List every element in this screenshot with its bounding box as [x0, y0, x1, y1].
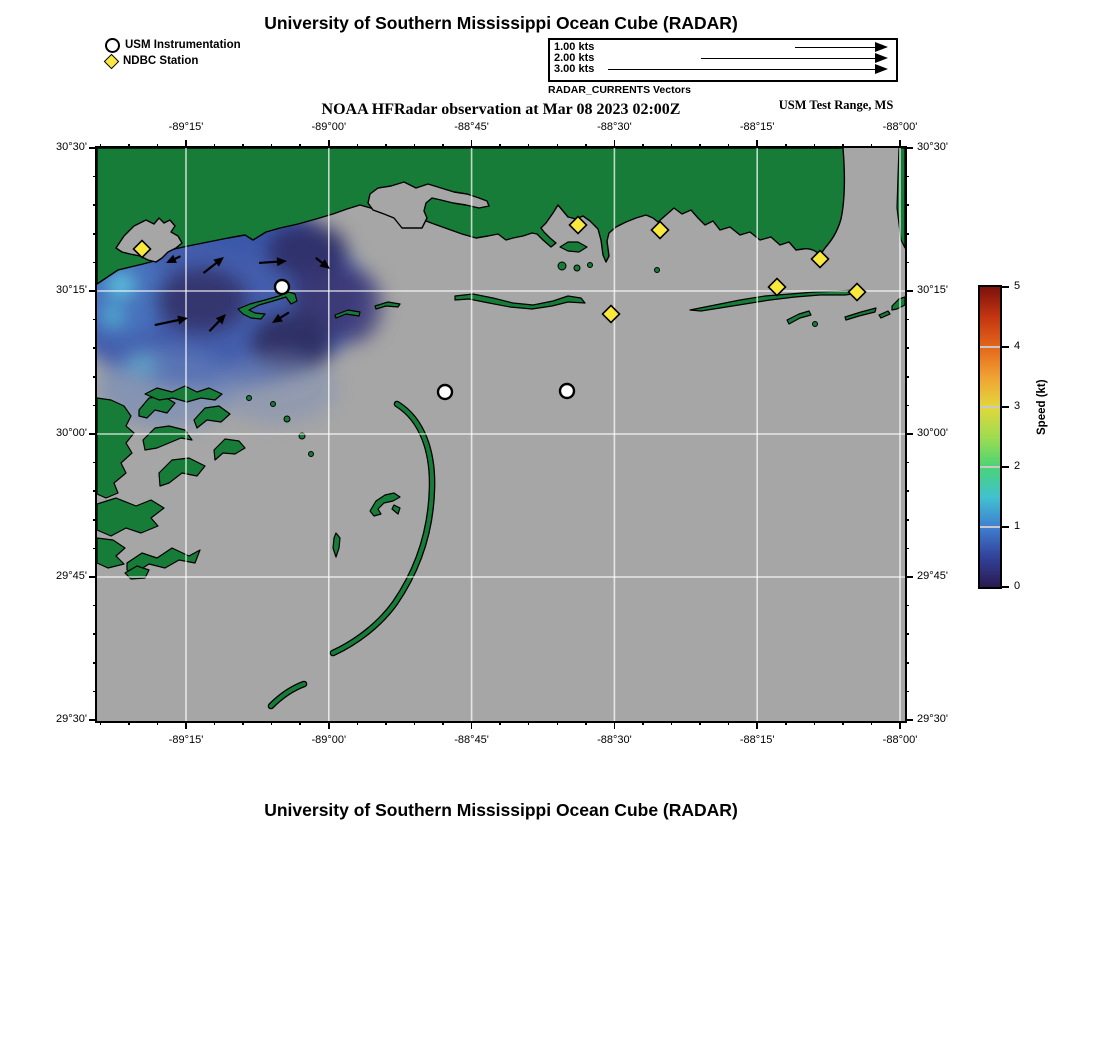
- x-axis-label-bottom: -89°15': [168, 734, 204, 746]
- y-axis-label-left: 29°45': [56, 570, 87, 582]
- axis-tick: [214, 721, 216, 725]
- axis-tick: [89, 576, 97, 578]
- vector-scale-arrowhead: [875, 64, 888, 74]
- island: [560, 242, 587, 252]
- ndbc-station-marker: [652, 222, 669, 239]
- island: [214, 439, 245, 460]
- x-axis-label-top: -88°00': [882, 121, 918, 133]
- y-axis-label-right: 29°30': [917, 713, 948, 725]
- x-axis-label-bottom: -88°15': [739, 734, 775, 746]
- axis-tick: [905, 290, 913, 292]
- axis-tick: [499, 144, 501, 148]
- axis-tick: [642, 144, 644, 148]
- axis-tick: [471, 721, 473, 729]
- colorbar-tick-label: 1: [1014, 520, 1021, 532]
- axis-tick: [89, 719, 97, 721]
- colorbar-tick-label: 3: [1014, 400, 1021, 412]
- axis-tick: [814, 144, 816, 148]
- x-axis-label-top: -89°00': [311, 121, 347, 133]
- island: [892, 297, 905, 310]
- x-axis-label-bottom: -88°45': [454, 734, 489, 746]
- x-axis-label-bottom: -89°00': [311, 734, 347, 746]
- axis-tick: [557, 721, 559, 725]
- axis-tick: [157, 721, 159, 725]
- y-axis-label-left: 30°15': [56, 284, 87, 296]
- axis-tick: [905, 433, 913, 435]
- axis-tick: [499, 721, 501, 725]
- axis-tick: [785, 144, 787, 148]
- axis-tick: [357, 721, 359, 725]
- y-axis-label-left: 30°30': [56, 141, 87, 153]
- islet-dot: [588, 263, 593, 268]
- axis-tick: [614, 140, 616, 148]
- axis-tick: [905, 462, 909, 464]
- figure-title-top: University of Southern Mississippi Ocean Cube (RADAR): [264, 13, 738, 33]
- axis-tick: [871, 144, 873, 148]
- axis-tick: [299, 144, 301, 148]
- axis-tick: [128, 144, 130, 148]
- mainland-coast: [97, 148, 844, 284]
- island: [455, 294, 585, 309]
- x-axis-label-top: -89°15': [168, 121, 204, 133]
- axis-tick: [93, 176, 97, 178]
- axis-tick: [93, 605, 97, 607]
- test-range-label: USM Test Range, MS: [778, 98, 894, 112]
- axis-tick: [93, 691, 97, 693]
- axis-tick: [93, 633, 97, 635]
- figure-title-bottom: University of Southern Mississippi Ocean Cube (RADAR): [264, 800, 738, 820]
- ndbc-station-marker: [812, 251, 829, 268]
- observation-subtitle: NOAA HFRadar observation at Mar 08 2023 02:00Z: [321, 101, 681, 118]
- axis-tick: [699, 721, 701, 725]
- vector-scale-shaft: [608, 69, 877, 70]
- axis-tick: [271, 721, 273, 725]
- axis-tick: [899, 140, 901, 148]
- axis-tick: [842, 144, 844, 148]
- usm-station-marker: [438, 385, 452, 399]
- colorbar-tick: [1002, 406, 1009, 408]
- colorbar-tick-label: 2: [1014, 460, 1021, 472]
- legend-item-ndbc: [105, 53, 241, 69]
- ndbc-station-marker: [769, 279, 786, 296]
- island: [238, 292, 297, 319]
- current-vector-shaft: [155, 319, 182, 325]
- axis-tick: [585, 721, 587, 725]
- colorbar-tick: [1002, 586, 1009, 588]
- axis-tick: [728, 144, 730, 148]
- axis-tick: [905, 576, 913, 578]
- usm-circle-icon: [105, 38, 120, 53]
- axis-tick: [471, 140, 473, 148]
- vector-scale-caption: RADAR_CURRENTS Vectors: [548, 84, 691, 96]
- axis-tick: [414, 721, 416, 725]
- axis-tick: [528, 144, 530, 148]
- island-arc: [333, 404, 432, 653]
- axis-tick: [89, 290, 97, 292]
- axis-tick: [93, 490, 97, 492]
- island: [787, 311, 811, 324]
- island: [897, 148, 905, 248]
- axis-tick: [299, 721, 301, 725]
- island: [97, 498, 164, 536]
- axis-tick: [905, 490, 909, 492]
- axis-tick: [905, 233, 909, 235]
- axis-tick: [557, 144, 559, 148]
- x-axis-label-top: -88°45': [454, 121, 489, 133]
- colorbar: [978, 285, 1002, 589]
- axis-tick: [93, 662, 97, 664]
- axis-tick: [157, 144, 159, 148]
- ndbc-diamond-icon: [104, 53, 120, 69]
- axis-tick: [756, 140, 758, 148]
- legend-usm-label: USM Instrumentation: [125, 39, 241, 51]
- x-axis-label-top: -88°15': [739, 121, 775, 133]
- usm-station-marker: [560, 384, 574, 398]
- vector-scale-arrowhead: [875, 53, 888, 63]
- island: [375, 302, 400, 309]
- axis-tick: [328, 140, 330, 148]
- island: [159, 458, 205, 486]
- vector-scale-arrowhead: [875, 42, 888, 52]
- axis-tick: [905, 176, 909, 178]
- axis-tick: [905, 605, 909, 607]
- islet-dot: [247, 396, 252, 401]
- axis-tick: [93, 319, 97, 321]
- vector-scale-label: 3.00 kts: [554, 63, 595, 75]
- vector-scale-label: 2.00 kts: [554, 52, 595, 64]
- island: [194, 406, 230, 428]
- axis-tick: [93, 376, 97, 378]
- y-axis-label-left: 30°00': [56, 427, 87, 439]
- axis-tick: [671, 721, 673, 725]
- colorbar-tick-label: 5: [1014, 280, 1021, 292]
- axis-tick: [614, 721, 616, 729]
- island: [145, 386, 222, 402]
- axis-tick: [385, 721, 387, 725]
- axis-tick: [93, 347, 97, 349]
- islet-dot: [655, 268, 660, 273]
- axis-tick: [242, 144, 244, 148]
- colorbar-tick: [1002, 526, 1009, 528]
- axis-tick: [905, 204, 909, 206]
- axis-tick: [899, 721, 901, 729]
- islet-dot: [574, 265, 580, 271]
- map-svg: [97, 148, 905, 721]
- axis-tick: [905, 405, 909, 407]
- axis-tick: [214, 144, 216, 148]
- islet-dot: [309, 452, 314, 457]
- axis-tick: [905, 347, 909, 349]
- axis-tick: [93, 548, 97, 550]
- island: [879, 311, 890, 318]
- current-vector-head: [277, 257, 287, 266]
- axis-tick: [185, 721, 187, 729]
- x-axis-label-bottom: -88°00': [882, 734, 918, 746]
- axis-tick: [585, 144, 587, 148]
- axis-tick: [785, 721, 787, 725]
- axis-tick: [385, 144, 387, 148]
- y-axis-label-right: 30°00': [917, 427, 948, 439]
- axis-tick: [905, 662, 909, 664]
- axis-tick: [442, 721, 444, 725]
- axis-tick: [728, 721, 730, 725]
- vector-scale-shaft: [701, 58, 876, 59]
- colorbar-tick: [1002, 466, 1009, 468]
- axis-tick: [842, 721, 844, 725]
- axis-tick: [905, 319, 909, 321]
- axis-tick: [905, 147, 913, 149]
- axis-tick: [756, 721, 758, 729]
- axis-tick: [905, 262, 909, 264]
- axis-tick: [442, 144, 444, 148]
- y-axis-label-right: 29°45': [917, 570, 948, 582]
- island: [392, 505, 400, 514]
- axis-tick: [89, 147, 97, 149]
- vector-scale-box: [548, 38, 898, 82]
- ndbc-station-marker: [603, 306, 620, 323]
- axis-tick: [699, 144, 701, 148]
- ndbc-station-marker: [570, 217, 587, 234]
- axis-tick: [671, 144, 673, 148]
- axis-tick: [185, 140, 187, 148]
- island: [97, 398, 134, 498]
- axis-tick: [93, 262, 97, 264]
- ndbc-station-marker: [849, 284, 866, 301]
- legend-ndbc-label: NDBC Station: [123, 55, 199, 67]
- axis-tick: [128, 721, 130, 725]
- axis-tick: [89, 433, 97, 435]
- vector-scale-shaft: [795, 47, 877, 48]
- axis-tick: [814, 721, 816, 725]
- y-axis-label-right: 30°15': [917, 284, 948, 296]
- colorbar-tick-label: 0: [1014, 580, 1021, 592]
- axis-tick: [242, 721, 244, 725]
- map-legend: [105, 37, 241, 69]
- legend-item-usm: [105, 37, 241, 53]
- colorbar-gridline: [980, 406, 1000, 408]
- axis-tick: [414, 144, 416, 148]
- colorbar-gridline: [980, 466, 1000, 468]
- axis-tick: [905, 519, 909, 521]
- axis-tick: [905, 719, 913, 721]
- axis-tick: [93, 405, 97, 407]
- axis-tick: [905, 548, 909, 550]
- islet-dot: [284, 416, 290, 422]
- axis-tick: [100, 144, 102, 148]
- figure-page: University of Southern Mississippi Ocean Cube (RADAR) USM Instrumentation NDBC Station 1.00 kts 2.00 kts 3.00 kts RADAR_CURRENTS Vectors NOAA HFRadar observation at Mar 08 2023 02:00Z USM Test Range, MS -89°15' -89°15' -89°00' -89°00' -88°45' -88°45' -88°30' -88°30' -88°15' -88°15' -88°00' -88°00' 30°30' 30°30' 30°15' 30°15' 30°00' 30°00' 29°45' 29°45' 29°30' 29°30' 0 1 2 3 4 5 Speed (kt) University of Southern Mississippi Ocean Cube (RADAR): [0, 0, 1100, 1050]
- colorbar-tick: [1002, 286, 1009, 288]
- colorbar-gridline: [980, 346, 1000, 348]
- island: [335, 310, 360, 318]
- x-axis-label-top: -88°30': [597, 121, 632, 133]
- axis-tick: [93, 233, 97, 235]
- colorbar-tick-label: 4: [1014, 340, 1021, 352]
- island: [97, 538, 125, 568]
- islet-dot: [813, 322, 818, 327]
- vector-scale-label: 1.00 kts: [554, 41, 595, 53]
- island: [845, 308, 876, 320]
- colorbar-gridline: [980, 526, 1000, 528]
- axis-tick: [93, 462, 97, 464]
- axis-tick: [271, 144, 273, 148]
- x-axis-label-bottom: -88°30': [597, 734, 632, 746]
- axis-tick: [905, 633, 909, 635]
- axis-tick: [642, 721, 644, 725]
- axis-tick: [357, 144, 359, 148]
- axis-tick: [328, 721, 330, 729]
- y-axis-label-right: 30°30': [917, 141, 948, 153]
- axis-tick: [871, 721, 873, 725]
- islet-dot: [558, 262, 566, 270]
- axis-tick: [905, 376, 909, 378]
- map-canvas: [95, 146, 907, 723]
- islet-dot: [271, 402, 276, 407]
- colorbar-tick: [1002, 346, 1009, 348]
- island: [333, 533, 340, 557]
- axis-tick: [528, 721, 530, 725]
- axis-tick: [100, 721, 102, 725]
- island: [143, 426, 192, 450]
- y-axis-label-left: 29°30': [56, 713, 87, 725]
- usm-station-marker: [275, 280, 289, 294]
- axis-tick: [93, 204, 97, 206]
- axis-tick: [905, 691, 909, 693]
- axis-tick: [93, 519, 97, 521]
